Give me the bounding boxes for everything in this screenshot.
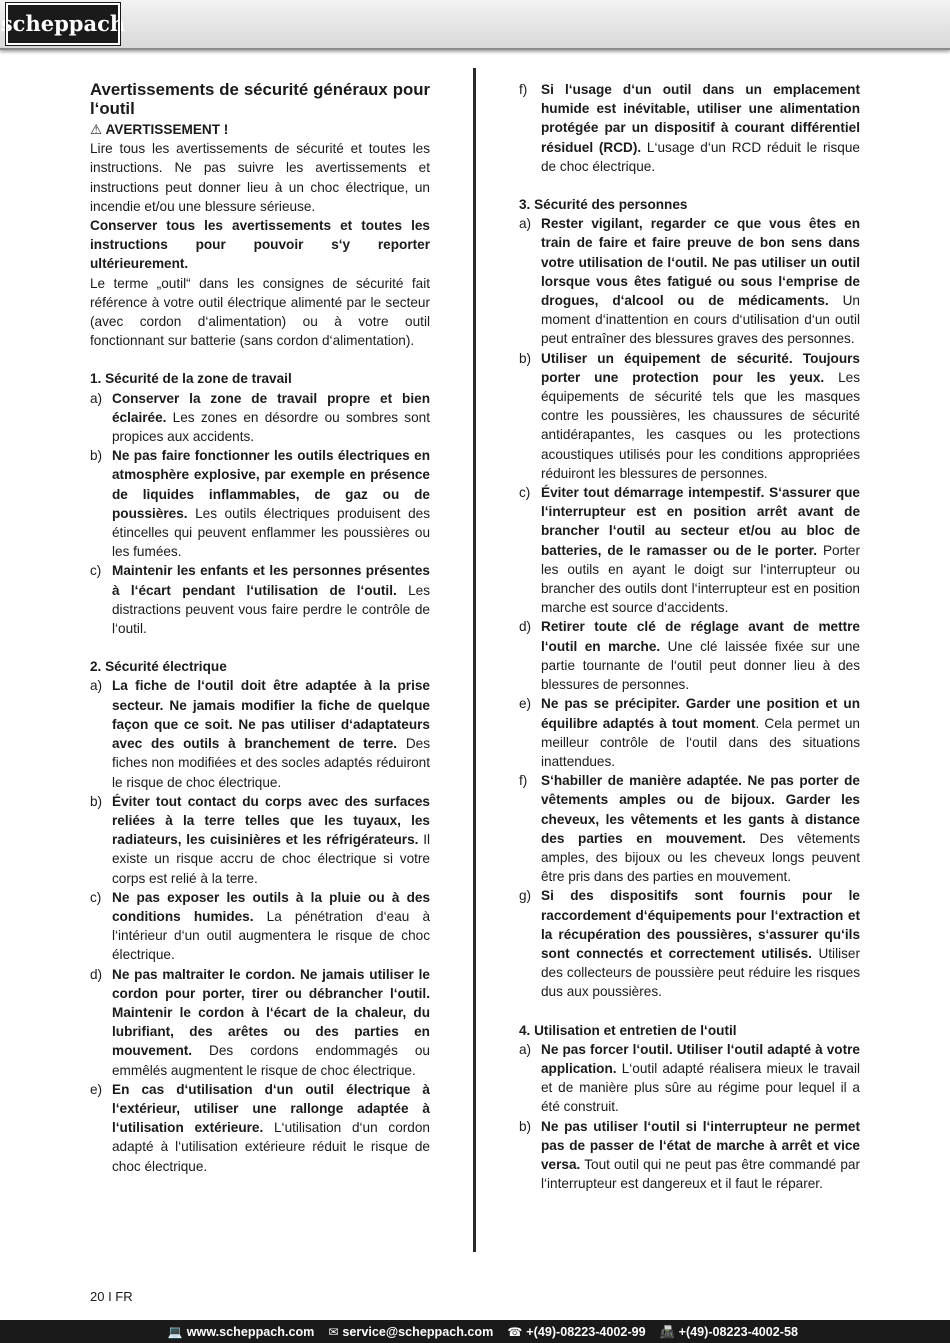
logo-text: scheppach: [0, 11, 126, 36]
left-column: [90, 80, 430, 1176]
item-letter: c): [90, 889, 102, 905]
item-text: Une clé laissée fixée sur une partie tournante de l‘outil peut donner lieu à des blessures de personnes.: [541, 638, 860, 693]
item-bold-text: Retirer toute clé de réglage avant de mettre l‘outil en marche.: [541, 619, 860, 654]
item-letter: d): [90, 966, 103, 982]
item-bold-text: En cas d‘utilisation d‘un outil électrique à l‘extérieur, utiliser une rallonge adaptée à l‘utilisation extérieure.: [112, 1081, 430, 1136]
item-text: Utiliser des collecteurs de poussière peut réduire les risques dus aux poussières.: [541, 945, 860, 1000]
item-bold-text: Conserver la zone de travail propre et bien éclairée.: [112, 390, 430, 425]
list-item: [519, 1040, 860, 1117]
item-text: Les distractions peuvent vous faire perdre le contrôle de l‘outil.: [112, 582, 430, 637]
list-item: [90, 792, 430, 888]
list-item: [519, 1117, 860, 1194]
item-letter: a): [90, 678, 103, 694]
term-definition: Le terme „outil“ dans les consignes de sécurité fait référence à votre outil électrique alimenté par le secteur (avec cordon d‘alimentation) ou à votre outil fonctionnant sur batterie (sans cordon d‘alimentation).: [90, 275, 430, 349]
section-heading: 3. Sécurité des personnes: [519, 197, 688, 213]
section-heading: 1. Sécurité de la zone de travail: [90, 371, 292, 387]
item-bold-text: Ne pas utiliser l‘outil si l‘interrupteur ne permet pas de passer de l‘état de marche à arrêt et vice versa.: [541, 1118, 860, 1172]
list-item: [519, 694, 860, 771]
list-item: [519, 771, 860, 886]
keep-instructions: Conserver tous les avertissements et toutes les instructions pour pouvoir s‘y reporter ultérieurement.: [90, 218, 430, 272]
item-text: Il existe un risque accru de choc électrique si votre corps est relié à la terre.: [112, 832, 431, 886]
list-item: [90, 965, 430, 1080]
item-letter: a): [90, 390, 103, 406]
item-letter: d): [519, 619, 532, 635]
item-bold-text: Ne pas se précipiter. Garder une position et un équilibre adaptés à tout moment: [541, 696, 860, 731]
logo-wordmark: [0, 8, 126, 40]
section-electrical: [90, 657, 430, 1175]
warning-line: [90, 120, 430, 139]
fax-icon: 📠: [659, 1324, 675, 1339]
item-text: La pénétration d‘eau à l‘intérieur d‘un outil augmentera le risque de choc électrique.: [112, 908, 431, 963]
phone-number: +(49)-08223-4002-99: [526, 1324, 646, 1339]
item-bold-text: Éviter tout contact du corps avec des surfaces reliées à la terre telles que les tuyaux, les radiateurs, les cuisinières et les réfrigérateurs.: [112, 793, 430, 848]
header-bar: [0, 0, 950, 50]
footer-email[interactable]: [328, 1325, 493, 1339]
item-text: L‘utilisation d‘un cordon adapté à l‘utilisation extérieure réduit le risque de choc électrique.: [112, 1120, 430, 1174]
item-bold-text: Si l‘usage d‘un outil dans un emplacement humide est inévitable, utiliser une alimentation protégée par un dispositif à courant différentiel résiduel (RCD).: [541, 82, 860, 155]
list-item: [90, 676, 430, 791]
item-text: L‘outil adapté réalisera mieux le travail et de manière plus sûre au régime pour lequel il a été construit.: [541, 1060, 860, 1115]
item-letter: g): [519, 888, 532, 904]
item-letter: f): [519, 82, 528, 97]
item-text: L‘usage d‘un RCD réduit le risque de choc électrique.: [541, 139, 860, 174]
item-text: Tout outil qui ne peut pas être commandé par l‘interrupteur est dangereux et il faut le réparer.: [541, 1156, 860, 1192]
item-bold-text: S‘habiller de manière adaptée. Ne pas porter de vêtements amples ou de bijoux. Garder les cheveux, les vêtements et les gants à distance des parties en mouvement.: [541, 773, 860, 846]
website-link[interactable]: www.scheppach.com: [186, 1324, 315, 1339]
item-bold-text: Si des dispositifs sont fournis pour le raccordement d‘équipements pour l‘extraction et la récupération des poussières, s‘assurer qu‘ils sont connectés et correctement utilisés.: [541, 888, 860, 961]
item-bold-text: Ne pas maltraiter le cordon. Ne jamais utiliser le cordon pour porter, tirer ou débrancher l‘outil. Maintenir le cordon à l‘écart de la chaleur, du lubrifiant, des arêtes ou des parties en mouvement.: [112, 966, 430, 1059]
list-item: [519, 80, 860, 176]
warning-triangle-icon: ⚠: [90, 122, 103, 137]
list-item: [519, 483, 860, 617]
section-heading: 2. Sécurité électrique: [90, 659, 227, 675]
list-item: [90, 1080, 430, 1176]
footer-website[interactable]: [168, 1325, 315, 1339]
item-bold-text: Éviter tout démarrage intempestif. S‘assurer que l‘interrupteur est en position arrêt avant de brancher l‘outil au secteur et/ou au bloc de batteries, de le ramasser ou de le porter.: [541, 485, 860, 558]
item-letter: e): [90, 1081, 103, 1097]
warning-label: AVERTISSEMENT !: [105, 122, 229, 137]
section-heading: 4. Utilisation et entretien de l‘outil: [519, 1022, 737, 1038]
list-item: [519, 617, 860, 694]
item-text: Des vêtements amples, des bijoux ou les cheveux longs peuvent être pris dans des parties en mouvement.: [541, 830, 860, 885]
footer-bar: [0, 1320, 950, 1343]
list-item: [519, 214, 860, 348]
item-bold-text: Utiliser un équipement de sécurité. Toujours porter une protection pour les yeux.: [541, 350, 860, 385]
list-item: [519, 349, 860, 483]
page-title: Avertissements de sécurité généraux pour l‘outil: [90, 80, 430, 118]
list-item: [90, 446, 430, 561]
item-text: Des cordons endommagés ou emmêlés augmentent le risque de choc électrique.: [112, 1043, 430, 1078]
item-bold-text: Ne pas forcer l‘outil. Utiliser l‘outil adapté à votre application.: [541, 1041, 860, 1076]
list-item: [90, 389, 430, 447]
item-letter: c): [90, 563, 102, 579]
section-work-area: [90, 369, 430, 638]
item-text: . Cela permet un meilleur contrôle de l‘outil dans des situations inattendues.: [541, 715, 860, 769]
item-letter: b): [90, 448, 103, 464]
mail-icon: ✉: [328, 1324, 339, 1339]
page-number: 20 I FR: [90, 1289, 133, 1304]
item-letter: e): [519, 696, 532, 712]
item-text: Les zones en désordre ou sombres sont propices aux accidents.: [112, 409, 430, 445]
item-letter: b): [519, 1118, 532, 1134]
item-text: Un moment d‘inattention en cours d‘utilisation d‘un outil peut entraîner des blessures graves des personnes.: [541, 293, 860, 347]
item-text: Porter les outils en ayant le doigt sur l‘interrupteur ou brancher des outils dont l‘interrupteur est en position marche est source d‘accidents.: [541, 542, 860, 616]
item-text: Les outils électriques produisent des étincelles qui peuvent enflammer les poussières ou les fumées.: [112, 505, 430, 560]
intro-paragraph: Lire tous les avertissements de sécurité et toutes les instructions. Ne pas suivre les avertissements et instructions peut donner lieu à un choc électrique, un incendie et/ou une blessure sérieuse.: [90, 141, 430, 214]
fax-number: +(49)-08223-4002-58: [678, 1324, 798, 1339]
item-letter: b): [519, 350, 532, 366]
item-bold-text: Rester vigilant, regarder ce que vous êtes en train de faire et faire preuve de bon sens dans votre utilisation de l‘outil. Ne pas utiliser un outil lorsque vous êtes fatigué ou sous l‘emprise de drogues, d‘alcool ou de médicaments.: [541, 216, 860, 309]
item-bold-text: Ne pas faire fonctionner les outils électriques en atmosphère explosive, par exemple en présence de liquides inflammables, de gaz ou de poussières.: [112, 448, 430, 521]
list-item: [519, 886, 860, 1001]
list-item: [90, 561, 430, 638]
computer-icon: 💻: [167, 1324, 183, 1339]
footer-phone: [507, 1325, 645, 1339]
scheppach-logo: [0, 3, 126, 45]
item-letter: c): [519, 485, 531, 501]
item-letter: b): [90, 793, 103, 809]
column-divider: [473, 68, 476, 1252]
item-bold-text: La fiche de l‘outil doit être adaptée à la prise secteur. Ne jamais modifier la fiche de quelque façon que ce soit. Ne pas utiliser d‘adaptateurs avec des outils à branchement de terre.: [112, 678, 430, 752]
item-letter: a): [519, 1041, 532, 1057]
phone-icon: ☎: [507, 1324, 523, 1339]
item-bold-text: Ne pas exposer les outils à la pluie ou à des conditions humides.: [112, 889, 430, 924]
section-tool-use: [519, 1021, 860, 1194]
email-link[interactable]: service@scheppach.com: [342, 1324, 494, 1339]
list-item: [90, 888, 430, 965]
right-column: [519, 80, 860, 1193]
section-personal-safety: [519, 195, 860, 1002]
item-bold-text: Maintenir les enfants et les personnes présentes à l‘écart pendant l‘utilisation de l‘outil.: [112, 563, 430, 598]
item-letter: a): [519, 216, 532, 232]
item-text: Les équipements de sécurité tels que les masques contre les poussières, les chaussures de sécurité antidérapantes, les casques ou les protections acoustiques utilisés pour les conditions appropriées réduiront les blessures de personnes.: [541, 369, 860, 481]
item-text: Des fiches non modifiées et des socles adaptés réduiront le risque de choc électrique.: [112, 736, 430, 790]
item-letter: f): [519, 773, 528, 789]
footer-fax: [660, 1325, 798, 1339]
